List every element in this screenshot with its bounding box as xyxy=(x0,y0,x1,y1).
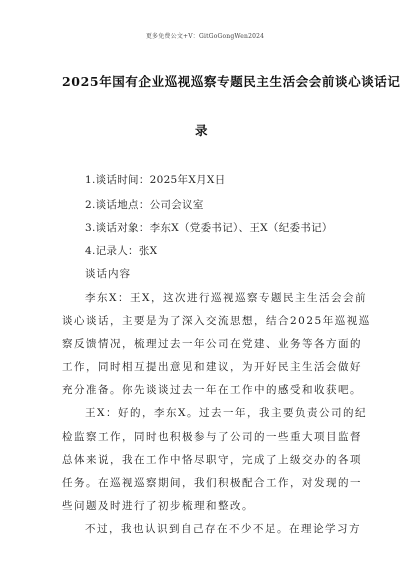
document-title-line-2: 录 xyxy=(195,123,209,138)
body-line: 些问题及时进行了初步梳理和整改。 xyxy=(62,500,254,512)
document-title-line-1: 2025年国有企业巡视巡察专题民主生活会会前谈心谈话记 xyxy=(62,74,401,89)
body-line: 检监察工作，同时也积极参与了公司的一些重大项目监督 xyxy=(62,431,362,443)
body-line: 不过，我也认识到自己存在不少不足。在理论学习方 xyxy=(85,523,361,535)
body-line: 工作，同时相互提出意见和建议，为开好民主生活会做好 xyxy=(62,361,362,373)
header-note: 更多免费公文+V：GitGoGongWen2024 xyxy=(145,33,265,40)
body-line: 王X：好的，李东X。过去一年，我主要负责公司的纪 xyxy=(85,407,367,419)
body-line: 充分准备。你先谈谈过去一年在工作中的感受和收获吧。 xyxy=(62,384,362,396)
body-line: 谈心谈话，主要是为了深入交流思想，结合2025年巡视巡 xyxy=(62,315,371,327)
body-line: 总体来说，我在工作中恪尽职守，完成了上级交办的各项 xyxy=(62,454,362,466)
info-location: 2.谈话地点：公司会议室 xyxy=(85,199,204,211)
info-recorder: 4.记录人：张X xyxy=(85,245,158,257)
info-time: 1.谈话时间：2025年X月X日 xyxy=(85,174,226,186)
body-line: 任务。在巡视巡察期间，我们积极配合工作，对发现的一 xyxy=(62,477,362,489)
body-line: 察反馈情况，梳理过去一年公司在党建、业务等各方面的 xyxy=(62,338,362,350)
body-line: 李东X：王X，这次进行巡视巡察专题民主生活会会前 xyxy=(85,292,367,304)
section-heading-content: 谈话内容 xyxy=(85,268,131,280)
info-participants: 3.谈话对象：李东X（党委书记）、王X（纪委书记） xyxy=(85,222,333,234)
